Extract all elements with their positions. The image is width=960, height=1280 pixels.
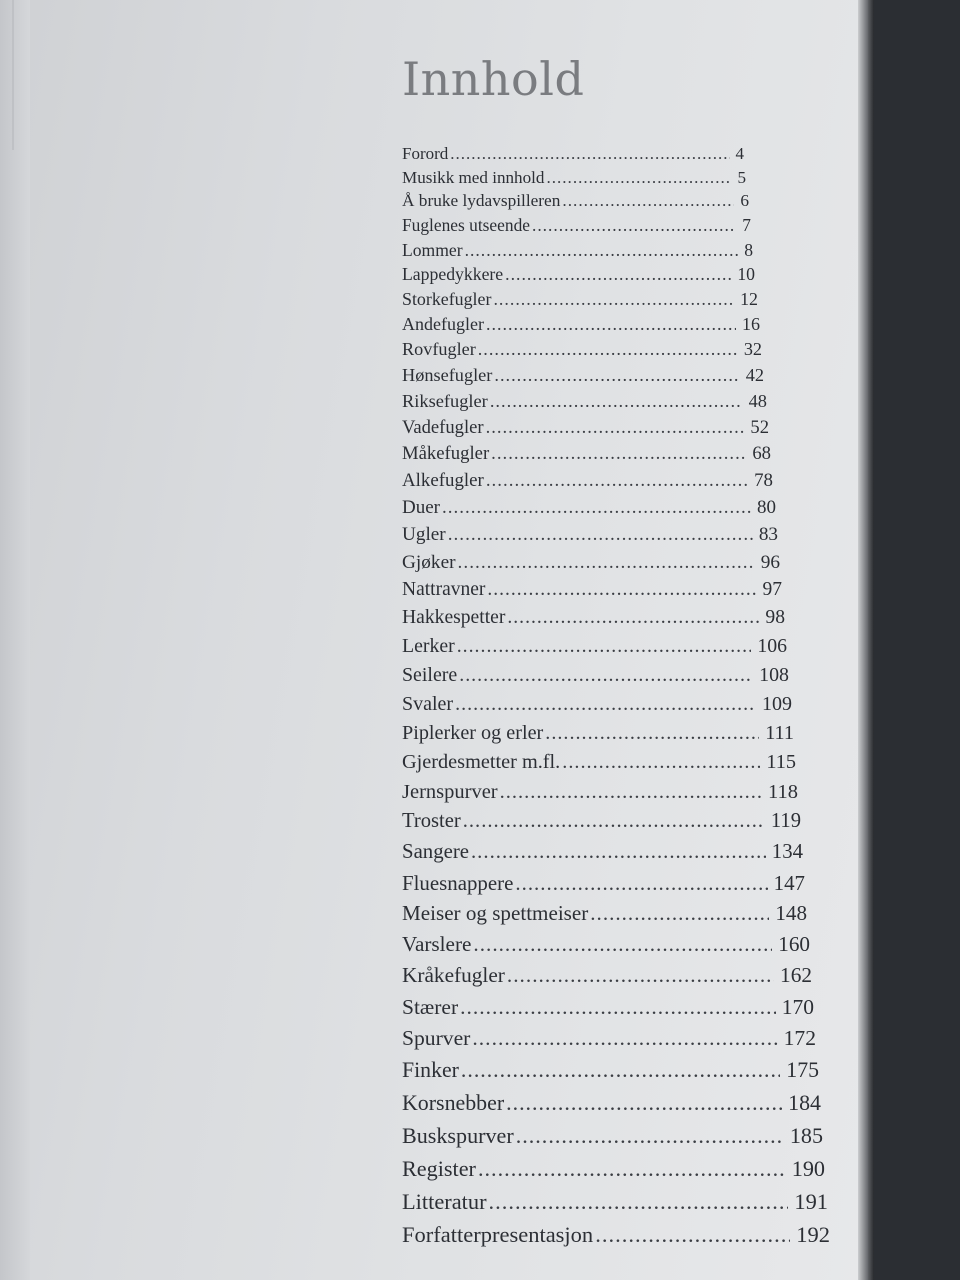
toc-leader-dots xyxy=(458,552,755,574)
toc-leader-dots xyxy=(478,1156,786,1182)
toc-entry xyxy=(402,417,769,443)
toc-entry xyxy=(402,1026,816,1058)
toc-entry xyxy=(402,840,803,870)
toc-entry xyxy=(402,168,746,192)
toc-entry xyxy=(402,289,758,314)
toc-entry-label: Register xyxy=(402,1155,476,1181)
toc-entry-page: 96 xyxy=(760,551,780,573)
toc-leader-dots xyxy=(490,391,743,412)
toc-entry xyxy=(402,810,801,840)
toc-entry xyxy=(402,191,749,215)
toc-entry xyxy=(402,365,764,391)
toc-entry-page: 5 xyxy=(737,167,746,187)
toc-entry-page: 175 xyxy=(786,1058,819,1083)
toc-entry xyxy=(402,1058,819,1090)
toc-leader-dots xyxy=(442,497,751,519)
toc-entry-page: 162 xyxy=(780,963,812,988)
toc-entry-page: 16 xyxy=(742,314,760,335)
toc-entry-label: Sangere xyxy=(402,840,469,864)
toc-leader-dots xyxy=(562,191,734,211)
toc-entry-page: 78 xyxy=(754,470,773,492)
toc-entry-page: 12 xyxy=(740,288,758,309)
toc-leader-dots xyxy=(505,264,731,285)
toc-entry xyxy=(402,240,753,265)
toc-leader-dots xyxy=(545,722,759,745)
toc-leader-dots xyxy=(478,339,738,360)
toc-entry xyxy=(402,635,787,664)
toc-entry xyxy=(402,995,814,1027)
toc-entry xyxy=(402,443,771,470)
toc-entry-page: 109 xyxy=(762,692,792,715)
toc-entry xyxy=(402,722,794,751)
toc-entry-page: 134 xyxy=(771,840,803,864)
toc-leader-dots xyxy=(455,693,756,716)
toc-entry-page: 4 xyxy=(735,144,744,163)
toc-entry-page: 185 xyxy=(789,1122,823,1148)
toc-entry xyxy=(402,932,810,963)
toc-leader-dots xyxy=(471,840,766,864)
toc-entry xyxy=(402,871,805,902)
toc-entry-label: Spurver xyxy=(402,1026,471,1051)
toc-entry-page: 191 xyxy=(794,1188,828,1214)
toc-entry-label: Vadefugler xyxy=(402,416,484,438)
toc-entry-label: Musikk med innhold xyxy=(402,167,545,187)
toc-entry-label: Korsnebber xyxy=(402,1090,505,1116)
toc-leader-dots xyxy=(457,635,752,658)
toc-entry xyxy=(402,264,755,289)
toc-leader-dots xyxy=(507,607,759,629)
toc-entry-label: Finker xyxy=(402,1058,459,1083)
toc-entry-page: 68 xyxy=(752,443,771,465)
toc-entry xyxy=(402,314,760,339)
toc-entry-page: 115 xyxy=(766,750,796,773)
toc-entry-label: Fluesnappere xyxy=(402,870,514,895)
toc-entry-label: Måkefugler xyxy=(402,443,490,465)
toc-entry-page: 119 xyxy=(770,810,801,833)
toc-entry-page: 80 xyxy=(757,496,776,518)
toc-entry-label: Ugler xyxy=(402,524,446,546)
toc-leader-dots xyxy=(450,144,729,164)
toc-entry-label: Varslere xyxy=(402,932,472,957)
toc-entry-page: 97 xyxy=(762,579,782,601)
toc-leader-dots xyxy=(590,901,769,926)
toc-entry-label: Riksefugler xyxy=(402,390,488,411)
toc-entry-page: 172 xyxy=(783,1026,816,1051)
toc-entry xyxy=(402,552,780,580)
toc-entry-page: 170 xyxy=(781,994,814,1019)
toc-entry-page: 147 xyxy=(773,870,805,895)
toc-leader-dots xyxy=(463,810,765,833)
toc-leader-dots xyxy=(595,1222,790,1248)
toc-entry-page: 98 xyxy=(765,607,785,629)
toc-entry xyxy=(402,607,785,635)
toc-entry xyxy=(402,1156,825,1189)
toc-entry xyxy=(402,524,778,551)
toc-entry-label: Litteratur xyxy=(402,1188,487,1214)
toc-entry xyxy=(402,693,792,722)
toc-entry xyxy=(402,579,782,607)
toc-leader-dots xyxy=(448,524,753,546)
toc-entry-page: 42 xyxy=(745,364,764,385)
table-of-contents xyxy=(402,144,830,1255)
toc-entry xyxy=(402,781,798,811)
toc-entry-label: Forfatterpresentasjon xyxy=(402,1221,594,1247)
toc-entry-page: 6 xyxy=(740,191,749,211)
toc-entry-page: 7 xyxy=(742,215,751,236)
toc-leader-dots xyxy=(486,417,745,439)
toc-entry xyxy=(402,1189,828,1222)
toc-entry-label: Gjerdesmetter m.fl. xyxy=(402,750,561,773)
toc-leader-dots xyxy=(486,314,736,335)
toc-leader-dots xyxy=(532,215,736,236)
toc-entry-page: 160 xyxy=(778,932,810,957)
toc-entry xyxy=(402,1090,821,1122)
toc-entry-label: Forord xyxy=(402,144,449,163)
toc-entry-page: 192 xyxy=(796,1221,830,1247)
toc-entry-label: Svaler xyxy=(402,692,454,715)
toc-entry xyxy=(402,1123,823,1156)
toc-entry-label: Piplerker og erler xyxy=(402,721,544,744)
toc-entry-label: Storkefugler xyxy=(402,288,492,309)
toc-entry-label: Seilere xyxy=(402,663,458,686)
toc-entry-page: 148 xyxy=(775,901,807,926)
toc-entry-page: 52 xyxy=(750,416,769,438)
toc-leader-dots xyxy=(562,751,760,774)
toc-entry-label: Lerker xyxy=(402,635,455,658)
toc-leader-dots xyxy=(500,781,762,804)
toc-entry-page: 10 xyxy=(737,264,755,285)
toc-entry xyxy=(402,339,762,365)
toc-entry xyxy=(402,901,807,932)
page-title: Innhold xyxy=(402,52,585,106)
toc-entry-label: Nattravner xyxy=(402,579,486,601)
toc-entry-label: Duer xyxy=(402,496,440,518)
toc-entry-page: 83 xyxy=(758,524,778,546)
toc-leader-dots xyxy=(516,1123,784,1149)
toc-entry-page: 8 xyxy=(744,239,753,260)
toc-entry xyxy=(402,664,789,693)
toc-entry xyxy=(402,751,796,781)
toc-entry xyxy=(402,391,767,417)
toc-leader-dots xyxy=(493,289,734,310)
toc-entry-label: Alkefugler xyxy=(402,470,484,492)
toc-entry-label: Buskspurver xyxy=(402,1122,514,1148)
toc-entry-label: Hønsefugler xyxy=(402,364,493,385)
toc-entry-page: 118 xyxy=(768,780,798,803)
toc-entry-page: 111 xyxy=(765,721,794,744)
page-edge xyxy=(0,0,30,1280)
toc-entry-label: Fuglenes utseende xyxy=(402,215,530,236)
toc-entry-label: Hakkespetter xyxy=(402,607,506,629)
toc-entry-page: 48 xyxy=(748,390,767,411)
toc-leader-dots xyxy=(489,1189,789,1215)
toc-entry-label: Stærer xyxy=(402,994,459,1019)
toc-leader-dots xyxy=(461,1058,780,1083)
toc-entry-label: Lommer xyxy=(402,239,463,260)
toc-leader-dots xyxy=(465,240,739,261)
toc-leader-dots xyxy=(473,932,772,957)
toc-leader-dots xyxy=(491,443,746,465)
book-cover-edge xyxy=(858,0,874,1280)
toc-entry xyxy=(402,215,751,239)
toc-entry-page: 32 xyxy=(743,339,762,360)
toc-leader-dots xyxy=(515,871,767,896)
toc-entry-label: Jernspurver xyxy=(402,780,498,803)
toc-entry-page: 190 xyxy=(791,1155,825,1181)
toc-entry xyxy=(402,963,812,994)
toc-entry-label: Gjøker xyxy=(402,551,456,573)
toc-leader-dots xyxy=(506,1090,782,1116)
toc-leader-dots xyxy=(507,963,774,988)
toc-entry-page: 108 xyxy=(759,663,789,686)
toc-entry-label: Kråkefugler xyxy=(402,963,505,988)
toc-entry-label: Lappedykkere xyxy=(402,264,504,285)
toc-leader-dots xyxy=(486,470,748,492)
toc-entry-label: Troster xyxy=(402,810,461,833)
toc-entry xyxy=(402,497,776,524)
toc-leader-dots xyxy=(460,995,776,1020)
toc-leader-dots xyxy=(494,365,739,386)
toc-entry-page: 106 xyxy=(757,635,787,658)
toc-entry-label: Rovfugler xyxy=(402,339,476,360)
toc-entry xyxy=(402,1222,830,1256)
toc-leader-dots xyxy=(459,664,753,687)
toc-entry xyxy=(402,144,744,168)
toc-entry-label: Andefugler xyxy=(402,314,484,335)
toc-leader-dots xyxy=(487,579,756,601)
toc-entry-label: Meiser og spettmeiser xyxy=(402,901,589,926)
toc-leader-dots xyxy=(546,168,731,188)
toc-leader-dots xyxy=(472,1026,777,1051)
spine-line xyxy=(12,0,14,150)
toc-entry-label: Å bruke lydavspilleren xyxy=(402,191,561,211)
toc-entry xyxy=(402,470,773,497)
toc-entry-page: 184 xyxy=(788,1090,821,1116)
